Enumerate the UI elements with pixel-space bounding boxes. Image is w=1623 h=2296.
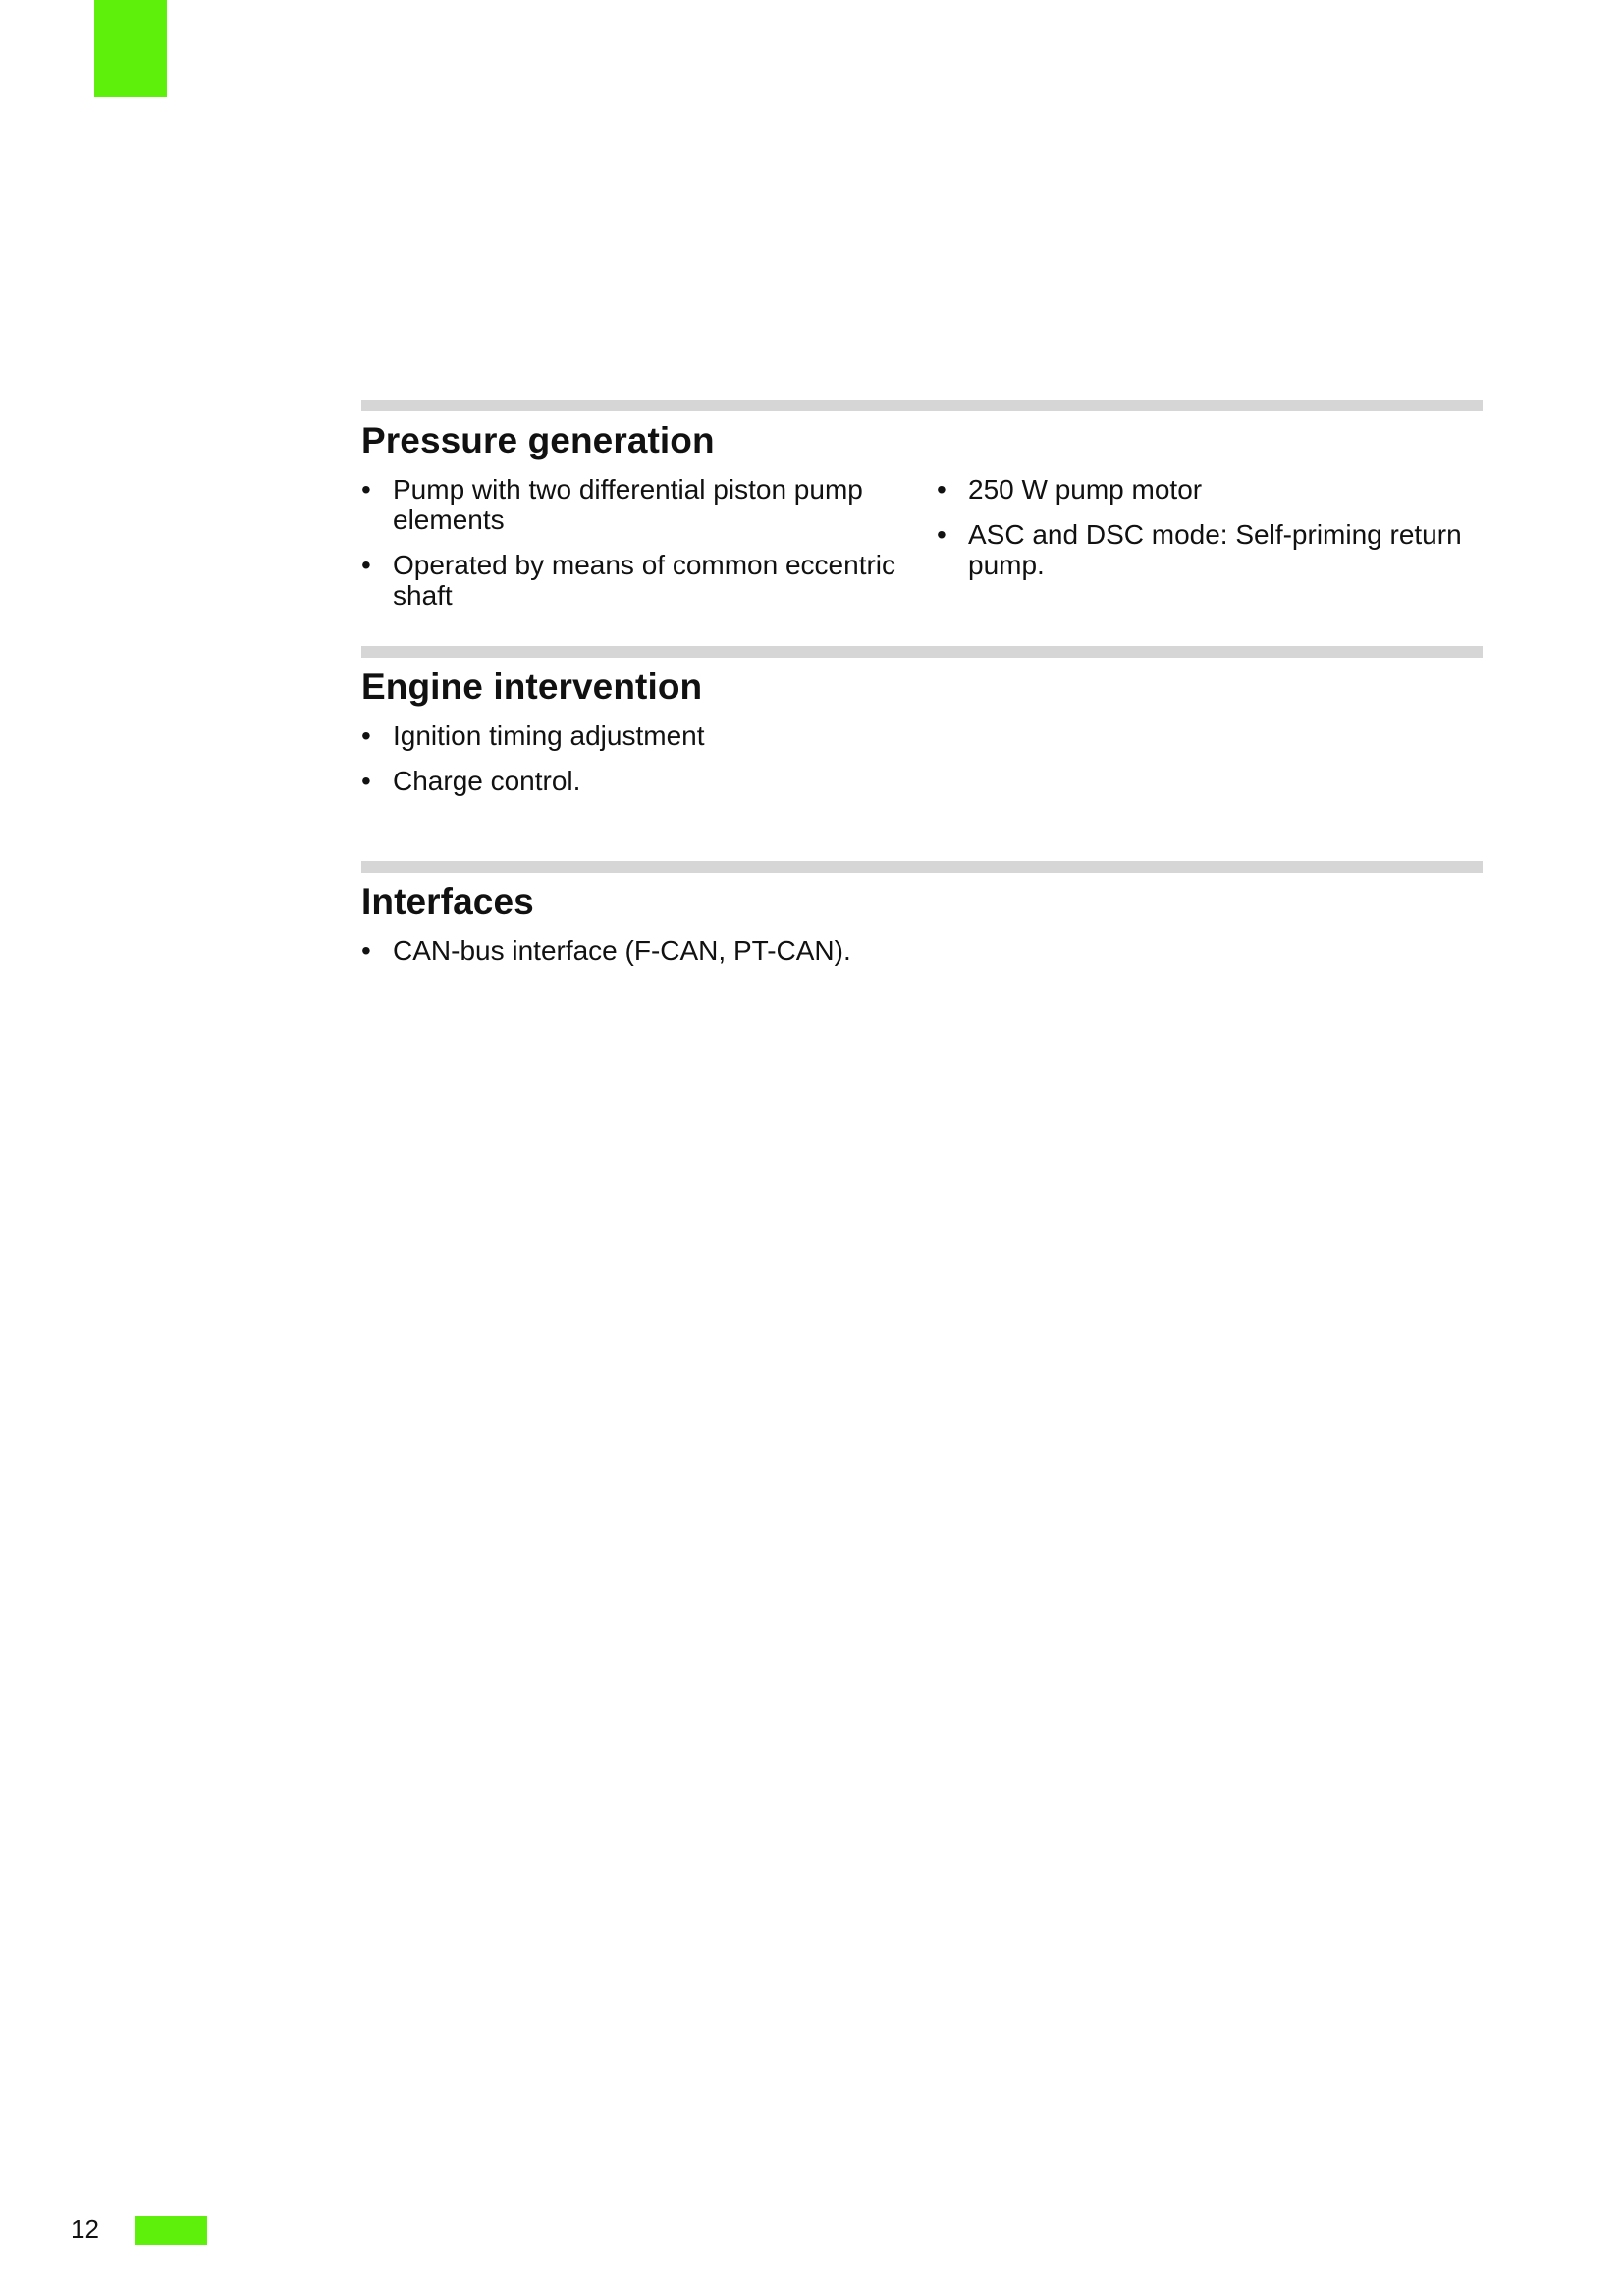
section-pressure-generation [361,400,1483,625]
left-column [361,721,937,811]
single-column-list [361,935,1483,981]
list-item: • 250 W pump motor [937,474,1483,505]
bullet-list [361,935,937,966]
green-tab-marker-bottom [135,2216,207,2245]
bullet-list [361,721,937,796]
section-heading: Pressure generation [361,420,715,460]
green-tab-marker-top [94,0,167,97]
list-item: • Charge control. [361,766,937,796]
section-divider-rule [361,646,1483,658]
section-interfaces [361,861,1483,981]
section-engine-intervention [361,646,1483,811]
section-heading: Interfaces [361,881,534,922]
left-column [361,935,937,981]
list-item: • Pump with two differential piston pump elements [361,474,937,535]
section-heading: Engine intervention [361,667,703,707]
list-item: • ASC and DSC mode: Self-priming return pump. [937,519,1483,580]
left-column [361,474,937,625]
section-divider-rule [361,400,1483,411]
list-item: • CAN-bus interface (F-CAN, PT-CAN). [361,935,937,966]
single-column-list [361,721,1483,811]
list-item: • Ignition timing adjustment [361,721,937,751]
page-number: 12 [71,2215,99,2244]
right-column [937,474,1483,625]
bullet-list [937,474,1483,580]
bullet-list [361,474,937,611]
list-item: • Operated by means of common eccentric shaft [361,550,937,611]
section-divider-rule [361,861,1483,873]
two-column-list [361,474,1483,625]
